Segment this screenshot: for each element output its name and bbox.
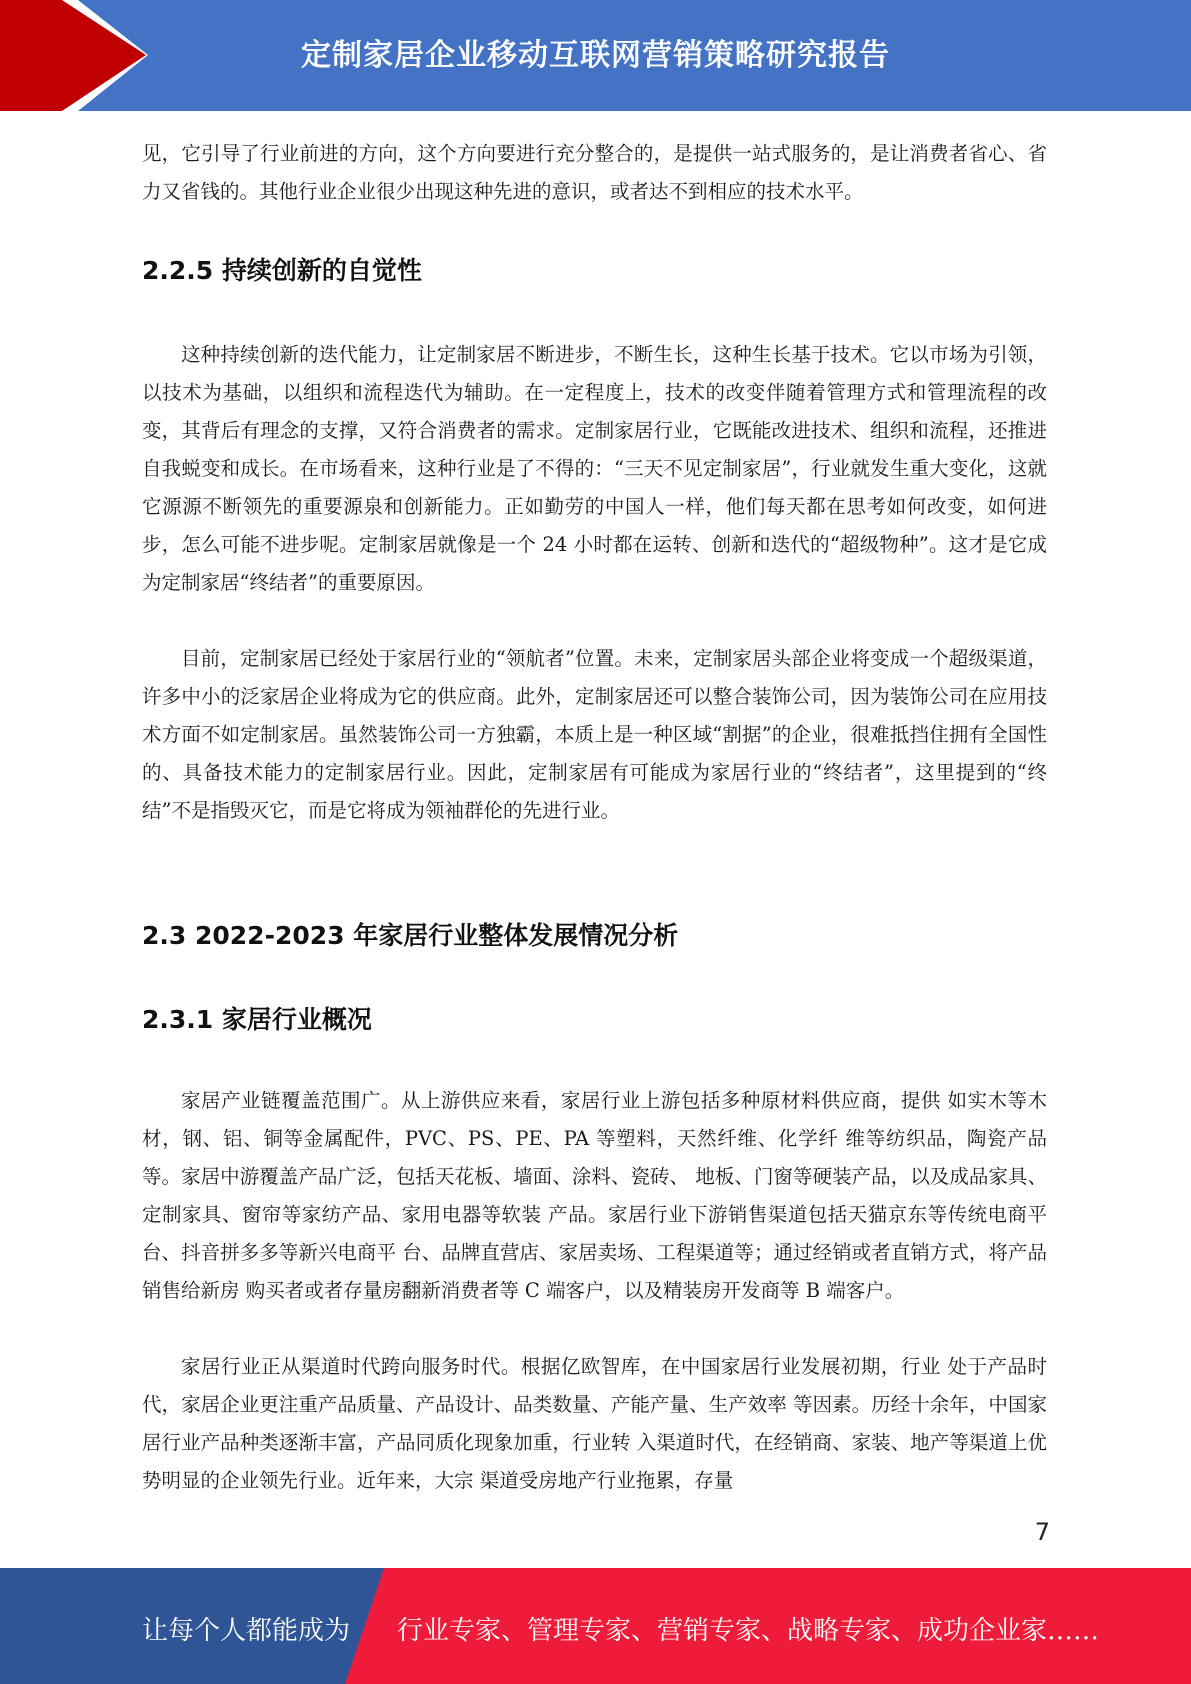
header-title: 定制家居企业移动互联网营销策略研究报告 (301, 38, 890, 73)
section-heading-2-3-1: 2.3.1 家居行业概况 (142, 1005, 372, 1034)
paragraph-2-2-5-2: 目前，定制家居已经处于家居行业的“领航者”位置。未来，定制家居头部企业将变成一个超级渠道，许多中小的泛家居企业将成为它的供应商。此外，定制家居还可以整合装饰公司，因为装饰公司在应用技术方面不如定制家居。虽然装饰公司一方独霸，本质上是一种区域“割据”的企业，很难抵挡住拥有全国性的、具备技术能力的定制家居行业。因此，定制家居有可能成为家居行业的“终结者”，这里提到的“终结”不是指毁灭它，而是它将成为领袖群伦的先进行业。 (142, 647, 1047, 822)
document-body (142, 135, 1047, 1500)
intro-paragraph: 见，它引导了行业前进的方向，这个方向要进行充分整合的，是提供一站式服务的，是让消费者省心、省力又省钱的。其他行业企业很少出现这种先进的意识，或者达不到相应的技术水平。 (142, 142, 1047, 203)
page-footer (0, 1568, 1191, 1684)
footer-slogan-left: 让每个人都能成为 (142, 1616, 351, 1646)
paragraph-2-2-5-1: 这种持续创新的迭代能力，让定制家居不断进步，不断生长，这种生长基于技术。它以市场为引领，以技术为基础，以组织和流程迭代为辅助。在一定程度上，技术的改变伴随着管理方式和管理流程的改变，其背后有理念的支撑，又符合消费者的需求。定制家居行业，它既能改进技术、组织和流程，还推进自我蜕变和成长。在市场看来，这种行业是了不得的：“三天不见定制家居”，行业就发生重大变化，这就它源源不断领先的重要源泉和创新能力。正如勤劳的中国人一样，他们每天都在思考如何改变，如何进步，怎么可能不进步呢。定制家居就像是一个 24 小时都在运转、创新和迭代的“超级物种”。这才是它成为定制家居“终结者”的重要原因。 (142, 343, 1047, 594)
section-heading-2-3: 2.3 2022-2023 年家居行业整体发展情况分析 (142, 921, 679, 950)
paragraph-2-3-1-2: 家居行业正从渠道时代跨向服务时代。根据亿欧智库，在中国家居行业发展初期，行业 处于产品时代，家居企业更注重产品质量、产品设计、品类数量、产能产量、生产效率 等因素。历经十余年，中国家居行业产品种类逐渐丰富，产品同质化现象加重，行业转 入渠道时代，在经销商、家装、地产等渠道上优势明显的企业领先行业。近年来，大宗 渠道受房地产行业拖累，存量 (142, 1355, 1047, 1492)
paragraph-2-3-1-1: 家居产业链覆盖范围广。从上游供应来看，家居行业上游包括多种原材料供应商，提供 如实木等木材，钢、铝、铜等金属配件，PVC、PS、PE、PA 等塑料，天然纤维、化学纤 维等纺织品，陶瓷产品等。家居中游覆盖产品广泛，包括天花板、墙面、涂料、瓷砖、 地板、门窗等硬装产品，以及成品家具、定制家具、窗帘等家纺产品、家用电器等软装 产品。家居行业下游销售渠道包括天猫京东等传统电商平台、抖音拼多多等新兴电商平 台、品牌直营店、家居卖场、工程渠道等；通过经销或者直销方式，将产品销售给新房 购买者或者存量房翻新消费者等 C 端客户，以及精装房开发商等 B 端客户。 (142, 1089, 1047, 1302)
footer-slogan-right: 行业专家、管理专家、营销专家、战略专家、成功企业家…… (397, 1616, 1100, 1646)
section-heading-2-2-5: 2.2.5 持续创新的自觉性 (142, 256, 422, 285)
page-number: 7 (1034, 1518, 1050, 1546)
page-header (0, 0, 1191, 111)
